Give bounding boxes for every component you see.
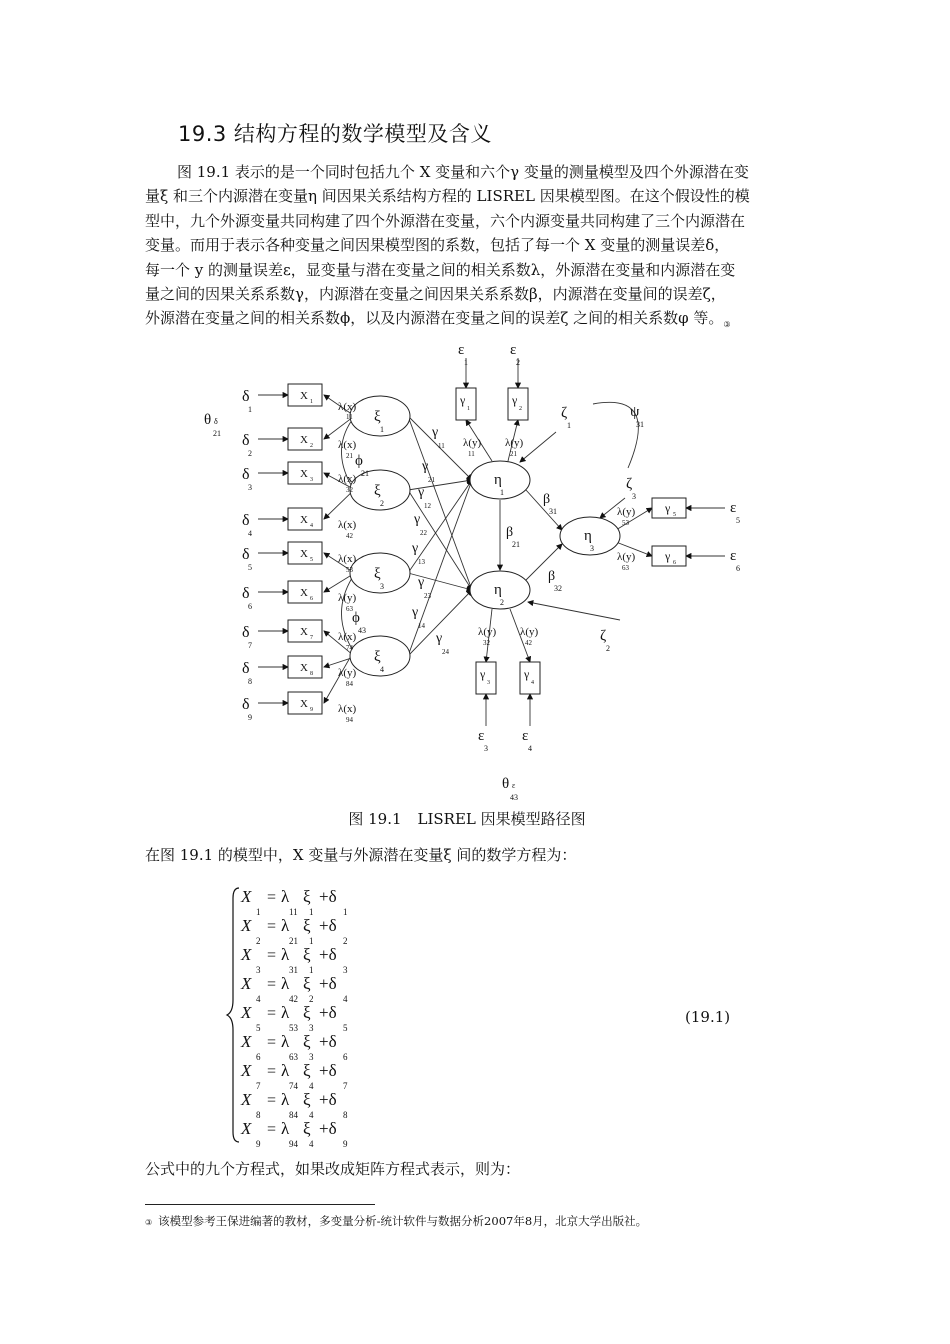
eq-equals: =	[267, 976, 277, 993]
eq-delta-subscript: 4	[343, 994, 348, 1004]
theta-delta-subscript-symbol: δ	[214, 417, 218, 426]
para-line	[145, 282, 810, 306]
phi-label-subscript: 21	[361, 469, 369, 478]
delta-label: δ	[242, 585, 250, 602]
lambda-x-label: λ(x)	[338, 703, 357, 715]
theta-eps-subscript: 43	[510, 793, 518, 802]
delta-label-subscript: 1	[248, 405, 252, 414]
gamma-subscript: 21	[428, 476, 435, 484]
lambda-y-label: λ(y)	[520, 626, 539, 638]
para-line-text: 每一个 y 的测量误差ε，显变量与潜在变量之间的相关系数λ，外源潜在变量和内源潜在变	[145, 260, 736, 279]
delta-label: δ	[242, 432, 250, 449]
gamma-subscript: 24	[442, 648, 449, 656]
epsilon-label: ε	[730, 500, 737, 516]
eta-label: η	[494, 472, 502, 488]
epsilon-label-subscript: 5	[736, 516, 740, 525]
y-variable-index: 5	[673, 512, 676, 518]
lambda-x-subscript: 63	[346, 605, 353, 613]
x-variable-label: X	[300, 587, 308, 599]
lambda-x-label: λ(x)	[338, 401, 357, 413]
gamma-label: γ	[432, 425, 439, 440]
theta-delta-subscript: 21	[213, 429, 221, 438]
gamma-label: γ	[412, 605, 419, 620]
eq-x-subscript: 1	[256, 907, 261, 917]
x-variable-label: X	[300, 548, 308, 560]
y-variable-label: γ	[524, 667, 530, 681]
eq-plus-delta: +δ	[319, 1119, 337, 1138]
theta-eps-subscript-symbol: ε	[512, 781, 516, 790]
epsilon-label: ε	[478, 728, 485, 744]
theta-eps-label: θ	[502, 776, 510, 792]
lambda-y-subscript: 21	[510, 450, 517, 458]
delta-label: δ	[242, 512, 250, 529]
lambda-x-subscript: 11	[346, 413, 353, 421]
lambda-x-label: λ(y)	[338, 667, 357, 679]
y-variable-box	[456, 388, 476, 420]
lambda-y-label: λ(y)	[505, 437, 524, 449]
y-variable-box	[520, 662, 540, 694]
delta-label-subscript: 7	[248, 641, 252, 650]
eq-lambda-subscript: 84	[289, 1110, 298, 1120]
epsilon-label-subscript: 3	[484, 744, 488, 753]
delta-label-subscript: 8	[248, 677, 252, 686]
x-variable-label: X	[300, 390, 308, 402]
epsilon-label: ε	[510, 342, 517, 358]
eq-equals: =	[267, 1092, 277, 1109]
xi-label-subscript: 4	[380, 665, 384, 674]
lambda-y-label: λ(y)	[478, 626, 497, 638]
eta-label-subscript: 3	[590, 544, 594, 553]
lambda-x-subscript: 74	[346, 644, 353, 652]
zeta-label-subscript: 3	[632, 492, 636, 501]
beta-label-subscript: 31	[549, 507, 557, 516]
eq-delta-subscript: 6	[343, 1052, 348, 1062]
para-line-text: 型中，九个外源变量共同构建了四个外源潜在变量，六个内源变量共同构建了三个内源潜在	[145, 211, 746, 230]
eq-xi-subscript: 4	[309, 1081, 314, 1091]
x-variable-label: X	[300, 468, 308, 480]
epsilon-label: ε	[522, 728, 529, 744]
eq-x-symbol: X	[241, 887, 252, 906]
delta-label: δ	[242, 624, 250, 641]
zeta-label: ζ	[626, 476, 633, 492]
epsilon-label-subscript: 2	[516, 358, 520, 367]
eq-x-subscript: 5	[256, 1023, 261, 1033]
eq-x-subscript: 6	[256, 1052, 261, 1062]
y-variable-index: 1	[467, 406, 470, 412]
figure-number: 图 19.1	[348, 810, 402, 828]
eq-xi-subscript: 4	[309, 1110, 314, 1120]
para-line	[145, 306, 810, 337]
x-variable-index: 7	[310, 635, 313, 641]
eq-xi: ξ	[303, 1119, 311, 1138]
eq-lambda-subscript: 94	[289, 1139, 298, 1149]
y-variable-index: 6	[673, 560, 676, 566]
eq-xi-subscript: 2	[309, 994, 314, 1004]
footnote-text: 该模型参考王保进编著的教材，多变量分析-统计软件与数据分析2007年8月，北京大学出版社。	[158, 1214, 648, 1228]
lambda-y-subscript: 42	[525, 639, 532, 647]
eq-plus-delta: +δ	[319, 1003, 337, 1022]
zeta-1-arrow	[520, 432, 556, 462]
gamma-label: γ	[418, 485, 425, 500]
eq-xi: ξ	[303, 1061, 311, 1080]
psi-label-subscript: 31	[636, 420, 644, 429]
theta-delta-label: θ	[204, 412, 212, 428]
figure-caption	[0, 808, 950, 829]
eq-equals: =	[267, 947, 277, 964]
epsilon-label-subscript: 6	[736, 564, 740, 573]
para-line-text: 外源潜在变量之间的相关系数ϕ，以及内源潜在变量之间的误差ζ 之间的相关系数φ 等。	[145, 309, 724, 328]
phi-label-subscript: 43	[358, 626, 366, 635]
para-line-text: 量ξ 和三个内源潜在变量η 间因果关系结构方程的 LISREL 因果模型图。在这个假设性的模	[145, 187, 750, 206]
section-heading: 19.3 结构方程的数学模型及含义	[178, 122, 492, 146]
zeta-label-subscript: 1	[567, 421, 571, 430]
xi-label-subscript: 1	[380, 425, 384, 434]
eq-delta-subscript: 8	[343, 1110, 348, 1120]
lambda-x-subscript: 21	[346, 452, 353, 460]
eq-x-symbol: X	[241, 1119, 252, 1138]
eq-equals: =	[267, 1121, 277, 1138]
xi-label: ξ	[374, 649, 381, 665]
eq-lambda: λ	[281, 1003, 290, 1022]
footnote-divider	[145, 1204, 375, 1205]
left-brace	[227, 888, 239, 1142]
eq-xi-subscript: 1	[309, 907, 314, 917]
figure-title: LISREL 因果模型路径图	[417, 810, 586, 828]
delta-label: δ	[242, 466, 250, 483]
beta-32-arrow	[526, 544, 562, 580]
eq-delta-subscript: 3	[343, 965, 348, 975]
eq-x-subscript: 9	[256, 1139, 261, 1149]
xi-label-subscript: 2	[380, 499, 384, 508]
eq-xi: ξ	[303, 1032, 311, 1051]
lambda-x-label: λ(y)	[338, 592, 357, 604]
delta-label-subscript: 4	[248, 529, 252, 538]
eq-x-subscript: 3	[256, 965, 261, 975]
eq-x-subscript: 4	[256, 994, 261, 1004]
y-variable-box	[476, 662, 496, 694]
lambda-x-subscript: 84	[346, 680, 353, 688]
eq-plus-delta: +δ	[319, 887, 337, 906]
eq-plus-delta: +δ	[319, 945, 337, 964]
x-variable-index: 5	[310, 557, 313, 563]
epsilon-label-subscript: 4	[528, 744, 532, 753]
xi-label: ξ	[374, 483, 381, 499]
eq-equals: =	[267, 889, 277, 906]
lambda-y-label: λ(y)	[463, 437, 482, 449]
lambda-x-subscript: 32	[346, 486, 353, 494]
eq-equals: =	[267, 1005, 277, 1022]
eq-lambda: λ	[281, 887, 290, 906]
eq-x-symbol: X	[241, 1061, 252, 1080]
eta-label-subscript: 1	[500, 488, 504, 497]
lambda-y-subscript: 53	[622, 519, 629, 527]
eq-lambda: λ	[281, 945, 290, 964]
lambda-y-subscript: 32	[483, 639, 490, 647]
para-line-text: 变量。而用于表示各种变量之间因果模型图的系数，包括了每一个 X 变量的测量误差δ，	[145, 236, 730, 255]
eq-xi-subscript: 1	[309, 936, 314, 946]
lambda-x-subscript: 94	[346, 716, 353, 724]
phi-label: ϕ	[355, 453, 363, 469]
eq-x-symbol: X	[241, 1090, 252, 1109]
eq-lambda: λ	[281, 1119, 290, 1138]
beta-label-subscript: 32	[554, 584, 562, 593]
eq-plus-delta: +δ	[319, 1061, 337, 1080]
y-variable-label: γ	[665, 501, 671, 515]
eq-lambda: λ	[281, 916, 290, 935]
y-variable-label: γ	[480, 667, 486, 681]
epsilon-label: ε	[458, 342, 465, 358]
gamma-label: γ	[418, 575, 425, 590]
x-variable-label: X	[300, 662, 308, 674]
equation-intro: 在图 19.1 的模型中，X 变量与外源潜在变量ξ 间的数学方程为：	[145, 846, 577, 864]
eq-x-subscript: 2	[256, 936, 261, 946]
lambda-x-subscript: 53	[346, 566, 353, 574]
intro-paragraph	[145, 160, 810, 338]
eq-x-subscript: 7	[256, 1081, 261, 1091]
eq-xi: ξ	[303, 1003, 311, 1022]
y-variable-label: γ	[665, 549, 671, 563]
gamma-subscript: 12	[424, 502, 431, 510]
y-variable-index: 4	[531, 680, 534, 686]
eq-xi: ξ	[303, 974, 311, 993]
eq-x-symbol: X	[241, 916, 252, 935]
equation-number: (19.1)	[685, 1008, 731, 1026]
eq-xi-subscript: 1	[309, 965, 314, 975]
eq-xi-subscript: 3	[309, 1023, 314, 1033]
eq-x-symbol: X	[241, 1032, 252, 1051]
lambda-y-subscript: 63	[622, 564, 629, 572]
gamma-subscript: 13	[418, 558, 425, 566]
eq-lambda-subscript: 42	[289, 994, 298, 1004]
lambda-y-subscript: 11	[468, 450, 475, 458]
eta-label-subscript: 2	[500, 598, 504, 607]
y-variable-box	[508, 388, 528, 420]
lambda-x-arrow	[324, 492, 352, 519]
eq-lambda: λ	[281, 974, 290, 993]
eq-x-symbol: X	[241, 1003, 252, 1022]
x-variable-index: 6	[310, 596, 313, 602]
lambda-y-label: λ(y)	[617, 551, 636, 563]
delta-label: δ	[242, 696, 250, 713]
eq-delta-subscript: 9	[343, 1139, 348, 1149]
eq-xi-subscript: 3	[309, 1052, 314, 1062]
eq-xi: ξ	[303, 887, 311, 906]
beta-label: β	[548, 569, 556, 584]
zeta-label: ζ	[561, 405, 568, 421]
equation-outro: 公式中的九个方程式，如果改成矩阵方程式表示，则为：	[145, 1160, 521, 1178]
xi-label-subscript: 3	[380, 582, 384, 591]
x-variable-label: X	[300, 434, 308, 446]
epsilon-label-subscript: 1	[464, 358, 468, 367]
eq-plus-delta: +δ	[319, 916, 337, 935]
delta-label: δ	[242, 546, 250, 563]
lisrel-path-diagram	[180, 340, 780, 805]
x-variable-label: X	[300, 698, 308, 710]
gamma-label: γ	[422, 459, 429, 474]
gamma-label: γ	[414, 512, 421, 527]
lambda-x-subscript: 42	[346, 532, 353, 540]
lambda-y-label: λ(y)	[617, 506, 636, 518]
delta-label: δ	[242, 388, 250, 405]
y-variable-label: γ	[512, 393, 518, 407]
eq-plus-delta: +δ	[319, 1090, 337, 1109]
gamma-subscript: 11	[438, 442, 445, 450]
delta-label-subscript: 5	[248, 563, 252, 572]
eq-lambda-subscript: 21	[289, 936, 298, 946]
footnote	[145, 1213, 647, 1229]
zeta-2-arrow	[528, 602, 620, 620]
eq-delta-subscript: 7	[343, 1081, 348, 1091]
eq-lambda: λ	[281, 1061, 290, 1080]
delta-label-subscript: 9	[248, 713, 252, 722]
delta-label: δ	[242, 660, 250, 677]
x-variable-index: 2	[310, 443, 313, 449]
footnote-ref: ③	[723, 320, 731, 330]
footnote-marker: ③	[145, 1218, 153, 1227]
y-variable-index: 2	[519, 406, 522, 412]
eq-xi: ξ	[303, 1090, 311, 1109]
para-line	[145, 209, 810, 233]
para-line	[145, 233, 810, 257]
x-variable-index: 8	[310, 671, 313, 677]
xi-label: ξ	[374, 566, 381, 582]
eq-lambda: λ	[281, 1032, 290, 1051]
para-line	[145, 258, 810, 282]
beta-label: β	[506, 525, 514, 540]
beta-label: β	[543, 492, 551, 507]
eq-equals: =	[267, 918, 277, 935]
eq-delta-subscript: 1	[343, 907, 348, 917]
y-variable-label: γ	[460, 393, 466, 407]
phi-label: ϕ	[352, 610, 360, 626]
eq-lambda-subscript: 11	[289, 907, 298, 917]
psi-label: ψ	[630, 404, 640, 420]
eq-x-subscript: 8	[256, 1110, 261, 1120]
x-variable-index: 3	[310, 477, 313, 483]
zeta-label-subscript: 2	[606, 644, 610, 653]
epsilon-label: ε	[730, 548, 737, 564]
para-line-text: 图 19.1 表示的是一个同时包括九个 X 变量和六个γ 变量的测量模型及四个外源潜在变	[177, 163, 749, 181]
delta-label-subscript: 3	[248, 483, 252, 492]
x-variable-index: 1	[310, 399, 313, 405]
eq-equals: =	[267, 1034, 277, 1051]
zeta-label: ζ	[600, 628, 607, 644]
equation-system	[225, 880, 365, 1150]
lambda-x-label: λ(x)	[338, 553, 357, 565]
gamma-label: γ	[436, 631, 443, 646]
gamma-subscript: 22	[420, 529, 427, 537]
x-variable-index: 9	[310, 707, 313, 713]
para-line	[145, 184, 810, 208]
eta-label: η	[494, 582, 502, 598]
eq-delta-subscript: 2	[343, 936, 348, 946]
eq-xi: ξ	[303, 916, 311, 935]
x-variable-label: X	[300, 514, 308, 526]
gamma-subscript: 23	[424, 592, 431, 600]
eq-plus-delta: +δ	[319, 1032, 337, 1051]
x-variable-label: X	[300, 626, 308, 638]
eq-lambda-subscript: 63	[289, 1052, 298, 1062]
lambda-x-label: λ(x)	[338, 631, 357, 643]
y-variable-index: 3	[487, 680, 490, 686]
eq-lambda: λ	[281, 1090, 290, 1109]
eq-equals: =	[267, 1063, 277, 1080]
eq-xi: ξ	[303, 945, 311, 964]
eq-lambda-subscript: 53	[289, 1023, 298, 1033]
x-variable-index: 4	[310, 523, 313, 529]
gamma-label: γ	[412, 541, 419, 556]
eq-lambda-subscript: 31	[289, 965, 298, 975]
lambda-x-label: λ(x)	[338, 473, 357, 485]
eq-xi-subscript: 4	[309, 1139, 314, 1149]
eta-label: η	[584, 528, 592, 544]
beta-label-subscript: 21	[512, 540, 520, 549]
eq-x-symbol: X	[241, 945, 252, 964]
gamma-subscript: 14	[418, 622, 425, 630]
xi-label: ξ	[374, 409, 381, 425]
eq-plus-delta: +δ	[319, 974, 337, 993]
delta-label-subscript: 6	[248, 602, 252, 611]
para-line-text: 量之间的因果关系系数γ，内源潜在变量之间因果关系系数β，内源潜在变量间的误差ζ，	[145, 285, 726, 304]
eq-lambda-subscript: 74	[289, 1081, 298, 1091]
lambda-x-label: λ(x)	[338, 439, 357, 451]
eq-x-symbol: X	[241, 974, 252, 993]
lambda-x-arrow	[324, 575, 352, 592]
delta-label-subscript: 2	[248, 449, 252, 458]
para-line	[145, 160, 810, 184]
lambda-x-label: λ(x)	[338, 519, 357, 531]
eq-delta-subscript: 5	[343, 1023, 348, 1033]
